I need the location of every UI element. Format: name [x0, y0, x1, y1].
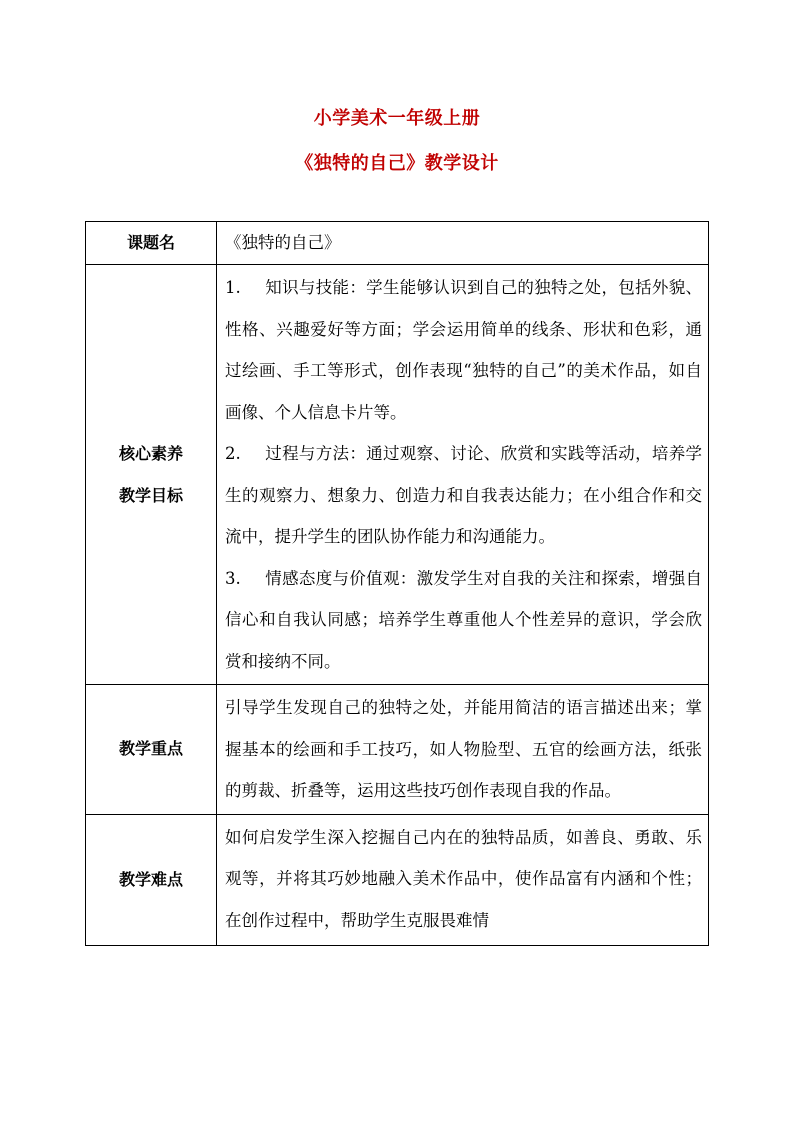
topic-value: 《独特的自己》	[217, 222, 709, 265]
document-subtitle: 《独特的自己》教学设计	[295, 153, 499, 174]
objective-item	[225, 558, 702, 683]
difficulties-content: 如何启发学生深入挖掘自己内在的独特品质，如善良、勇敢、乐观等，并将其巧妙地融入美术作品中，使作品富有内涵和个性；在创作过程中，帮助学生克服畏难情	[225, 827, 702, 930]
objective-number: 2.	[225, 444, 241, 463]
difficulties-cell	[217, 814, 709, 945]
key-points-label: 教学重点	[86, 685, 217, 815]
objectives-label-line2: 教学目标	[118, 485, 183, 505]
objective-text: 过程与方法：通过观察、讨论、欣赏和实践等活动，培养学生的观察力、想象力、创造力和自我表达能力；在小组合作和交流中，提升学生的团队协作能力和沟通能力。	[225, 444, 702, 546]
objectives-label-line1: 核心素养	[118, 443, 183, 463]
topic-label: 课题名	[86, 222, 217, 265]
objective-number: 1.	[225, 278, 241, 297]
objective-number: 3.	[225, 568, 241, 588]
objective-item	[225, 433, 702, 558]
difficulties-label: 教学难点	[86, 814, 217, 945]
document-title: 小学美术一年级上册	[313, 108, 481, 129]
objectives-label	[86, 265, 217, 685]
table-row-objectives	[86, 265, 709, 685]
table-row-key-points	[86, 685, 709, 815]
lesson-plan-table	[85, 221, 709, 946]
objective-item	[225, 267, 702, 433]
objective-text: 知识与技能：学生能够认识到自己的独特之处，包括外貌、性格、兴趣爱好等方面；学会运用简单的线条、形状和色彩，通过绘画、手工等形式，创作表现“独特的自己”的美术作品，如自画像、个人信息卡片等。	[225, 278, 702, 422]
objectives-content	[217, 265, 709, 685]
table-row-topic	[86, 222, 709, 265]
table-row-difficulties	[86, 814, 709, 945]
key-points-content: 引导学生发现自己的独特之处，并能用简洁的语言描述出来；掌握基本的绘画和手工技巧，如人物脸型、五官的绘画方法，纸张的剪裁、折叠等，运用这些技巧创作表现自我的作品。	[217, 685, 709, 815]
objective-text: 情感态度与价值观：激发学生对自我的关注和探索，增强自信心和自我认同感；培养学生尊重他人个性差异的意识，学会欣赏和接纳不同。	[225, 568, 702, 671]
